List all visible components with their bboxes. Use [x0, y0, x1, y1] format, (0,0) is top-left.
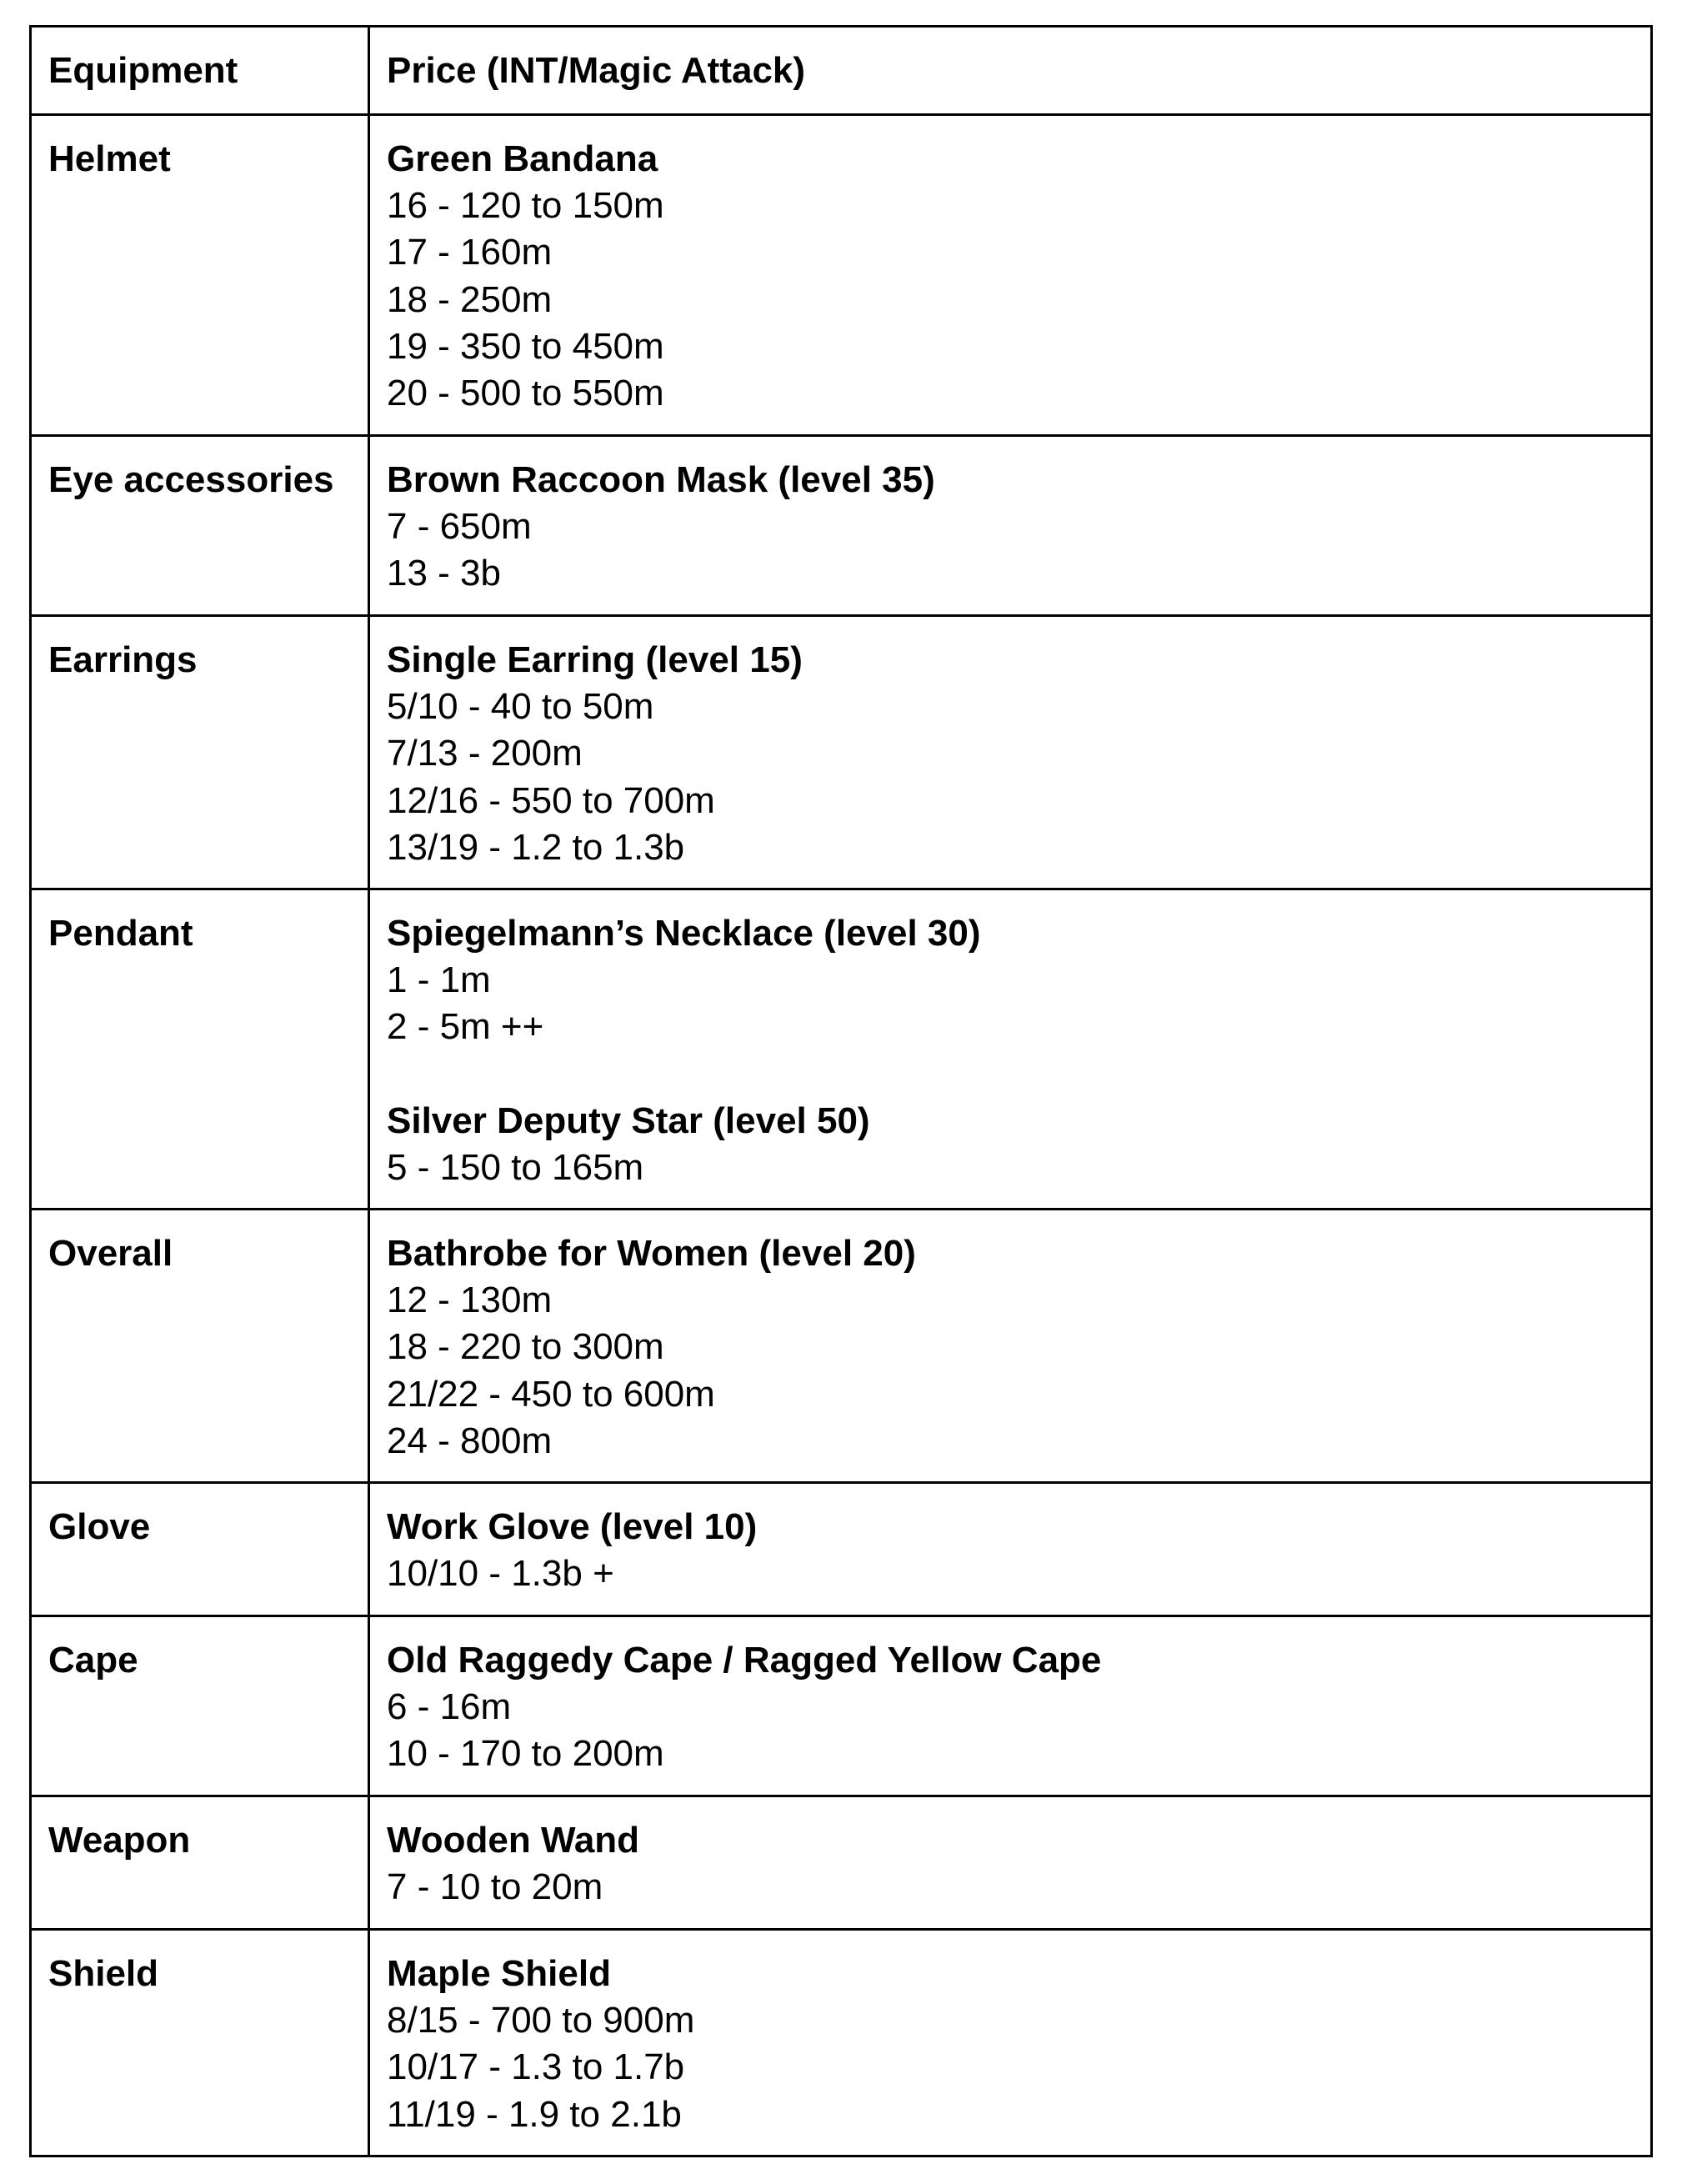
price-line: 11/19 - 1.9 to 2.1b [387, 2093, 682, 2135]
price-line: 2 - 5m ++ [387, 1006, 544, 1048]
category-cell: Overall [31, 1210, 369, 1483]
table-row [31, 1616, 1652, 1796]
price-cell [369, 616, 1652, 889]
item-name: Brown Raccoon Mask (level 35) [387, 459, 935, 500]
item-name: Spiegelmann’s Necklace (level 30) [387, 913, 981, 954]
price-line: 18 - 250m [387, 278, 553, 320]
table-row [31, 889, 1652, 1210]
price-cell [369, 1796, 1652, 1930]
category-cell: Cape [31, 1616, 369, 1796]
price-line: 10/10 - 1.3b + [387, 1553, 614, 1595]
price-line: 12 - 130m [387, 1280, 553, 1321]
table-row [31, 616, 1652, 889]
category-cell: Glove [31, 1483, 369, 1616]
price-line: 7 - 650m [387, 506, 532, 548]
table-row [31, 1930, 1652, 2156]
category-cell: Earrings [31, 616, 369, 889]
price-line: 7/13 - 200m [387, 733, 583, 774]
price-line: 1 - 1m [387, 959, 491, 1001]
category-cell: Helmet [31, 115, 369, 436]
table-row [31, 1483, 1652, 1616]
price-line: 19 - 350 to 450m [387, 325, 664, 367]
item-name: Maple Shield [387, 1953, 611, 1994]
price-cell [369, 1483, 1652, 1616]
price-line: 5/10 - 40 to 50m [387, 686, 654, 728]
price-line: 13/19 - 1.2 to 1.3b [387, 826, 685, 868]
price-line: 10 - 170 to 200m [387, 1733, 664, 1775]
table-row [31, 1796, 1652, 1930]
category-cell: Shield [31, 1930, 369, 2156]
table-header-row [31, 27, 1652, 115]
header-price: Price (INT/Magic Attack) [369, 27, 1652, 115]
price-line: 21/22 - 450 to 600m [387, 1373, 715, 1415]
price-line: 16 - 120 to 150m [387, 185, 664, 227]
item-name: Wooden Wand [387, 1820, 640, 1861]
item-name: Green Bandana [387, 138, 658, 179]
price-line: 17 - 160m [387, 232, 553, 273]
category-cell: Pendant [31, 889, 369, 1210]
item-name: Work Glove (level 10) [387, 1506, 758, 1547]
price-cell [369, 1210, 1652, 1483]
price-cell [369, 1930, 1652, 2156]
price-line: 5 - 150 to 165m [387, 1147, 644, 1188]
price-line: 10/17 - 1.3 to 1.7b [387, 2046, 685, 2088]
price-line: 7 - 10 to 20m [387, 1866, 603, 1908]
price-line: 18 - 220 to 300m [387, 1326, 664, 1368]
item-name: Old Raggedy Cape / Ragged Yellow Cape [387, 1640, 1102, 1681]
category-cell: Weapon [31, 1796, 369, 1930]
price-cell [369, 436, 1652, 616]
equipment-price-table [29, 25, 1653, 2157]
price-line: 6 - 16m [387, 1686, 512, 1728]
price-cell [369, 115, 1652, 436]
price-cell [369, 889, 1652, 1210]
price-line: 13 - 3b [387, 553, 501, 594]
item-name: Single Earring (level 15) [387, 639, 803, 680]
table-row [31, 436, 1652, 616]
table-row [31, 1210, 1652, 1483]
item-name: Silver Deputy Star (level 50) [387, 1100, 870, 1141]
price-line: 24 - 800m [387, 1420, 553, 1461]
category-cell: Eye accessories [31, 436, 369, 616]
item-spacer [387, 1051, 1634, 1098]
price-cell [369, 1616, 1652, 1796]
price-line: 12/16 - 550 to 700m [387, 779, 715, 821]
item-name: Bathrobe for Women (level 20) [387, 1233, 916, 1274]
price-line: 20 - 500 to 550m [387, 373, 664, 414]
price-line: 8/15 - 700 to 900m [387, 2000, 695, 2041]
table-row [31, 115, 1652, 436]
header-equipment: Equipment [31, 27, 369, 115]
